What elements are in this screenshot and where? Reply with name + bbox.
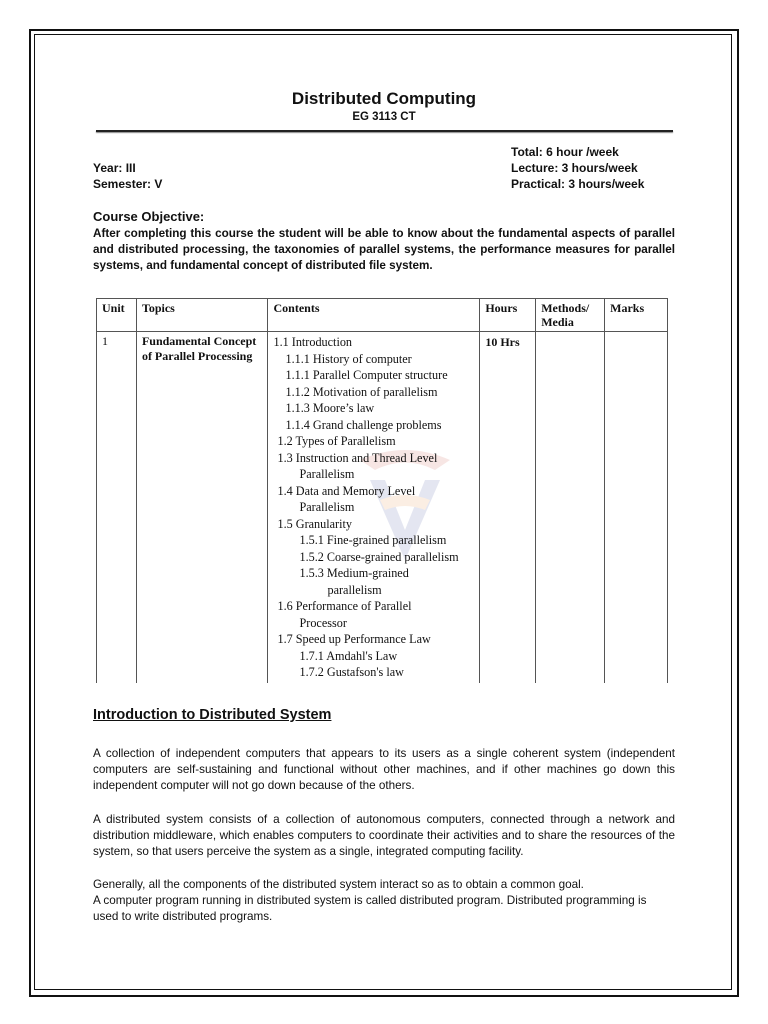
objective-text: After completing this course the student will be able to know about the fundamental aspects of parallel and distributed processing, the taxonomies of parallel systems, the performance measures for parallel systems, and fundamental concept of distributed file system. xyxy=(93,227,675,273)
intro-paragraph-1: A collection of independent computers that appears to its users as a single coherent system (independent computers are self-sustaining and functional without other machines, and if other machines go down this independent computer will not go down because of the others. xyxy=(93,747,675,793)
contents-line: 1.1.4 Grand challenge problems xyxy=(285,417,442,432)
contents-line: 1.3 Instruction and Thread Level xyxy=(277,450,438,465)
contents-line: 1.5 Granularity xyxy=(277,516,352,531)
header-contents: Contents xyxy=(268,299,480,332)
header-topics: Topics xyxy=(136,299,268,332)
practical-hours: Practical: 3 hours/week xyxy=(511,177,645,191)
intro-paragraph-3: Generally, all the components of the distributed system interact so as to obtain a common goal. xyxy=(93,878,584,891)
contents-line: Processor xyxy=(299,615,347,630)
document-title: Distributed Computing xyxy=(291,89,477,108)
objective-heading: Course Objective: xyxy=(93,209,205,224)
header-methods: Methods/ Media xyxy=(536,299,605,332)
contents-line: Parallelism xyxy=(299,467,355,481)
contents-line: 1.2 Types of Parallelism xyxy=(277,434,396,448)
cell-marks xyxy=(605,332,668,683)
syllabus-table xyxy=(96,298,668,683)
contents-line: 1.1.1 History of computer xyxy=(285,351,412,366)
cell-topic: Fundamental Concept of Parallel Processing xyxy=(136,332,268,683)
contents-line: 1.7.2 Gustafson's law xyxy=(299,665,404,679)
header-unit: Unit xyxy=(97,299,137,332)
contents-line: 1.5.3 Medium-grained xyxy=(299,566,409,580)
contents-line: Parallelism xyxy=(299,500,355,514)
contents-line: 1.4 Data and Memory Level xyxy=(277,483,416,498)
table-row xyxy=(97,332,668,683)
cell-methods xyxy=(536,332,605,683)
contents-line: 1.7.1 Amdahl's Law xyxy=(299,648,398,663)
cell-hours: 10 Hrs xyxy=(480,332,536,683)
contents-line: 1.7 Speed up Performance Law xyxy=(277,632,431,646)
title-divider xyxy=(96,130,673,132)
contents-line: 1.1 Introduction xyxy=(273,335,353,349)
cell-unit: 1 xyxy=(97,332,137,683)
header-marks: Marks xyxy=(605,299,668,332)
meta-right xyxy=(511,144,644,192)
contents-line: parallelism xyxy=(327,582,382,597)
contents-line: 1.1.1 Parallel Computer structure xyxy=(285,368,448,382)
lecture-hours: Lecture: 3 hours/week xyxy=(511,161,638,175)
intro-heading: Introduction to Distributed System xyxy=(93,707,332,723)
intro-paragraph-4: A computer program running in distributed system is called distributed program. Distributed programming is used to write distributed programs. xyxy=(93,894,647,924)
meta-left xyxy=(93,160,162,192)
course-code: EG 3113 CT xyxy=(352,111,416,123)
contents-line: 1.1.2 Motivation of parallelism xyxy=(285,384,438,399)
semester-label: Semester: V xyxy=(93,177,163,191)
contents-line: 1.5.1 Fine-grained parallelism xyxy=(299,533,447,547)
total-hours: Total: 6 hour /week xyxy=(511,145,619,159)
cell-contents xyxy=(268,332,480,683)
table-header-row xyxy=(97,299,668,332)
contents-line: 1.5.2 Coarse-grained parallelism xyxy=(299,549,459,564)
year-label: Year: III xyxy=(93,161,136,175)
contents-line: 1.6 Performance of Parallel xyxy=(277,599,412,613)
contents-line: 1.1.3 Moore’s law xyxy=(285,401,375,415)
header-hours: Hours xyxy=(480,299,536,332)
intro-paragraph-2: A distributed system consists of a collection of autonomous computers, connected through a network and distribution middleware, which enables computers to coordinate their activities and to share the resources of the system, so that users perceive the system as a single, integrated computing facility. xyxy=(93,813,675,859)
